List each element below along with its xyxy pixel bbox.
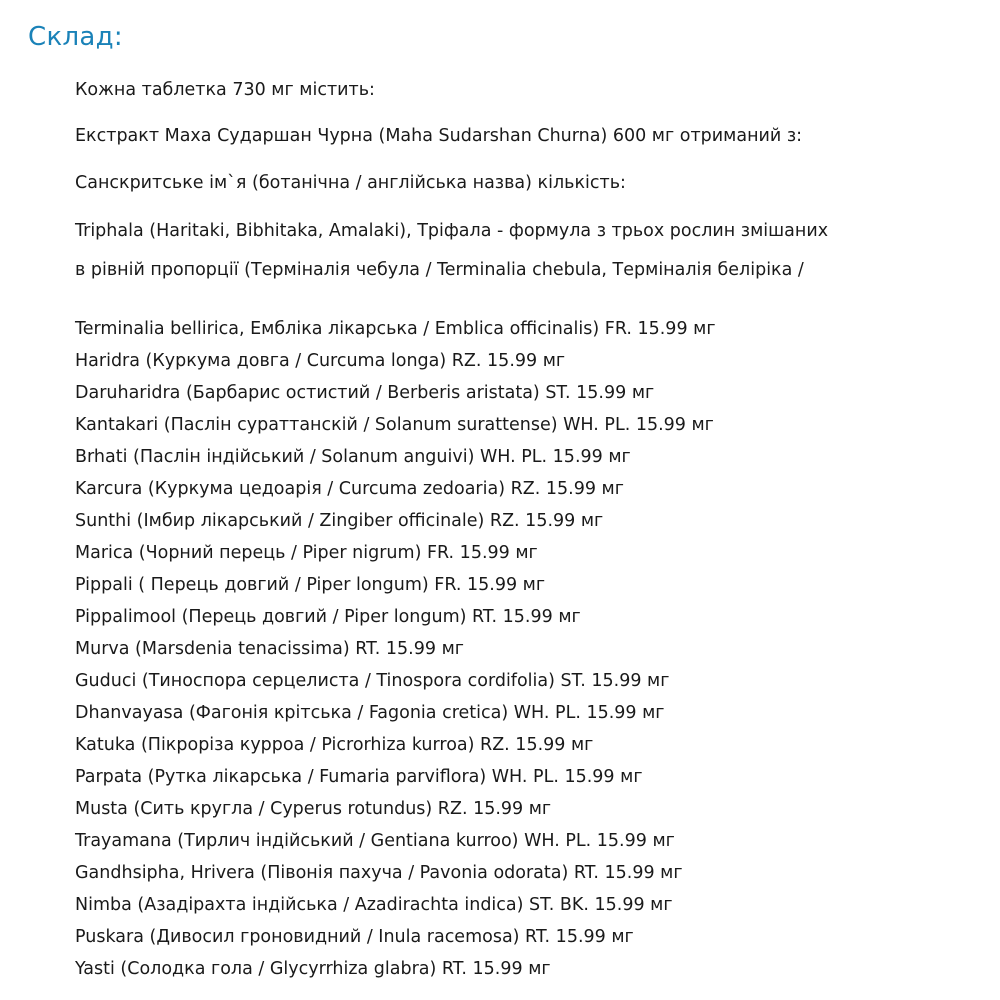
list-item: Musta (Сить кругла / Cyperus rotundus) RZ. 15.99 мг: [75, 799, 552, 819]
list-item: Kantakari (Паслін суpаттанскій / Solanum surattense) WH. PL. 15.99 мг: [75, 415, 714, 435]
intro-names-line: Санскритське ім`я (ботанічна / англійська назва) кількість:: [75, 173, 626, 193]
list-item: Daruharidra (Барбарис остистий / Berberis aristata) ST. 15.99 мг: [75, 383, 655, 403]
list-item: Puskara (Дивосил гроновидний / Inula racemosa) RT. 15.99 мг: [75, 927, 634, 947]
list-item: Parpata (Рутка лікарська / Fumaria parviflora) WH. PL. 15.99 мг: [75, 767, 643, 787]
list-item: Pippali ( Перець довгий / Piper longum) FR. 15.99 мг: [75, 575, 546, 595]
list-item: Karcura (Куркума цедоарія / Curcuma zedoaria) RZ. 15.99 мг: [75, 479, 624, 499]
intro-triphala-continued-line: в рівній пропорції (Термінaлія чебула / Terminalia chebula, Термінaлія белірiка /: [75, 260, 804, 280]
list-item: Yasti (Солодка гола / Glycyrrhiza glabra) RT. 15.99 мг: [75, 959, 551, 979]
intro-tablet-line: Кожна таблетка 730 мг містить:: [75, 80, 375, 100]
list-item: Dhanvayasa (Фагонія крітська / Fagonia cretica) WH. PL. 15.99 мг: [75, 703, 665, 723]
list-item: Marica (Чорний перець / Piper nigrum) FR. 15.99 мг: [75, 543, 538, 563]
list-item: Trayamana (Тирлич індійський / Gentiana kurroo) WH. PL. 15.99 мг: [75, 831, 675, 851]
list-item: Haridra (Куркума довга / Curcuma longa) RZ. 15.99 мг: [75, 351, 566, 371]
list-item: Brhati (Паслін індійський / Solanum anguivi) WH. PL. 15.99 мг: [75, 447, 631, 467]
list-item: Gandhsipha, Hrivera (Півонія пахуча / Pavonia odorata) RT. 15.99 мг: [75, 863, 683, 883]
section-heading: Склад:: [28, 22, 123, 52]
list-item: Pippalimool (Перець довгий / Piper longum) RT. 15.99 мг: [75, 607, 581, 627]
list-item: Katuka (Пікрoріза курроа / Picrorhiza kurroa) RZ. 15.99 мг: [75, 735, 594, 755]
list-item: Guduci (Тиноспора серцелиста / Tinospora cordifolia) ST. 15.99 мг: [75, 671, 670, 691]
list-item: Murva (Marsdenia tenacissima) RT. 15.99 мг: [75, 639, 464, 659]
intro-extract-line: Екстракт Маха Сударшан Чурна (Maha Sudarshan Churna) 600 мг отриманий з:: [75, 126, 803, 146]
list-item: Terminalia bellirica, Ембліка лікарська / Emblica officinalis) FR. 15.99 мг: [75, 319, 716, 339]
intro-triphala-line: Triphala (Haritaki, Bibhitaka, Amalaki), Тріфала - формула з трьох рослин змішаних: [75, 221, 829, 241]
list-item: Sunthi (Імбир лікарський / Zingiber officinale) RZ. 15.99 мг: [75, 511, 604, 531]
list-item: Nimba (Азадірахта індійська / Azadirachta indica) ST. BK. 15.99 мг: [75, 895, 673, 915]
